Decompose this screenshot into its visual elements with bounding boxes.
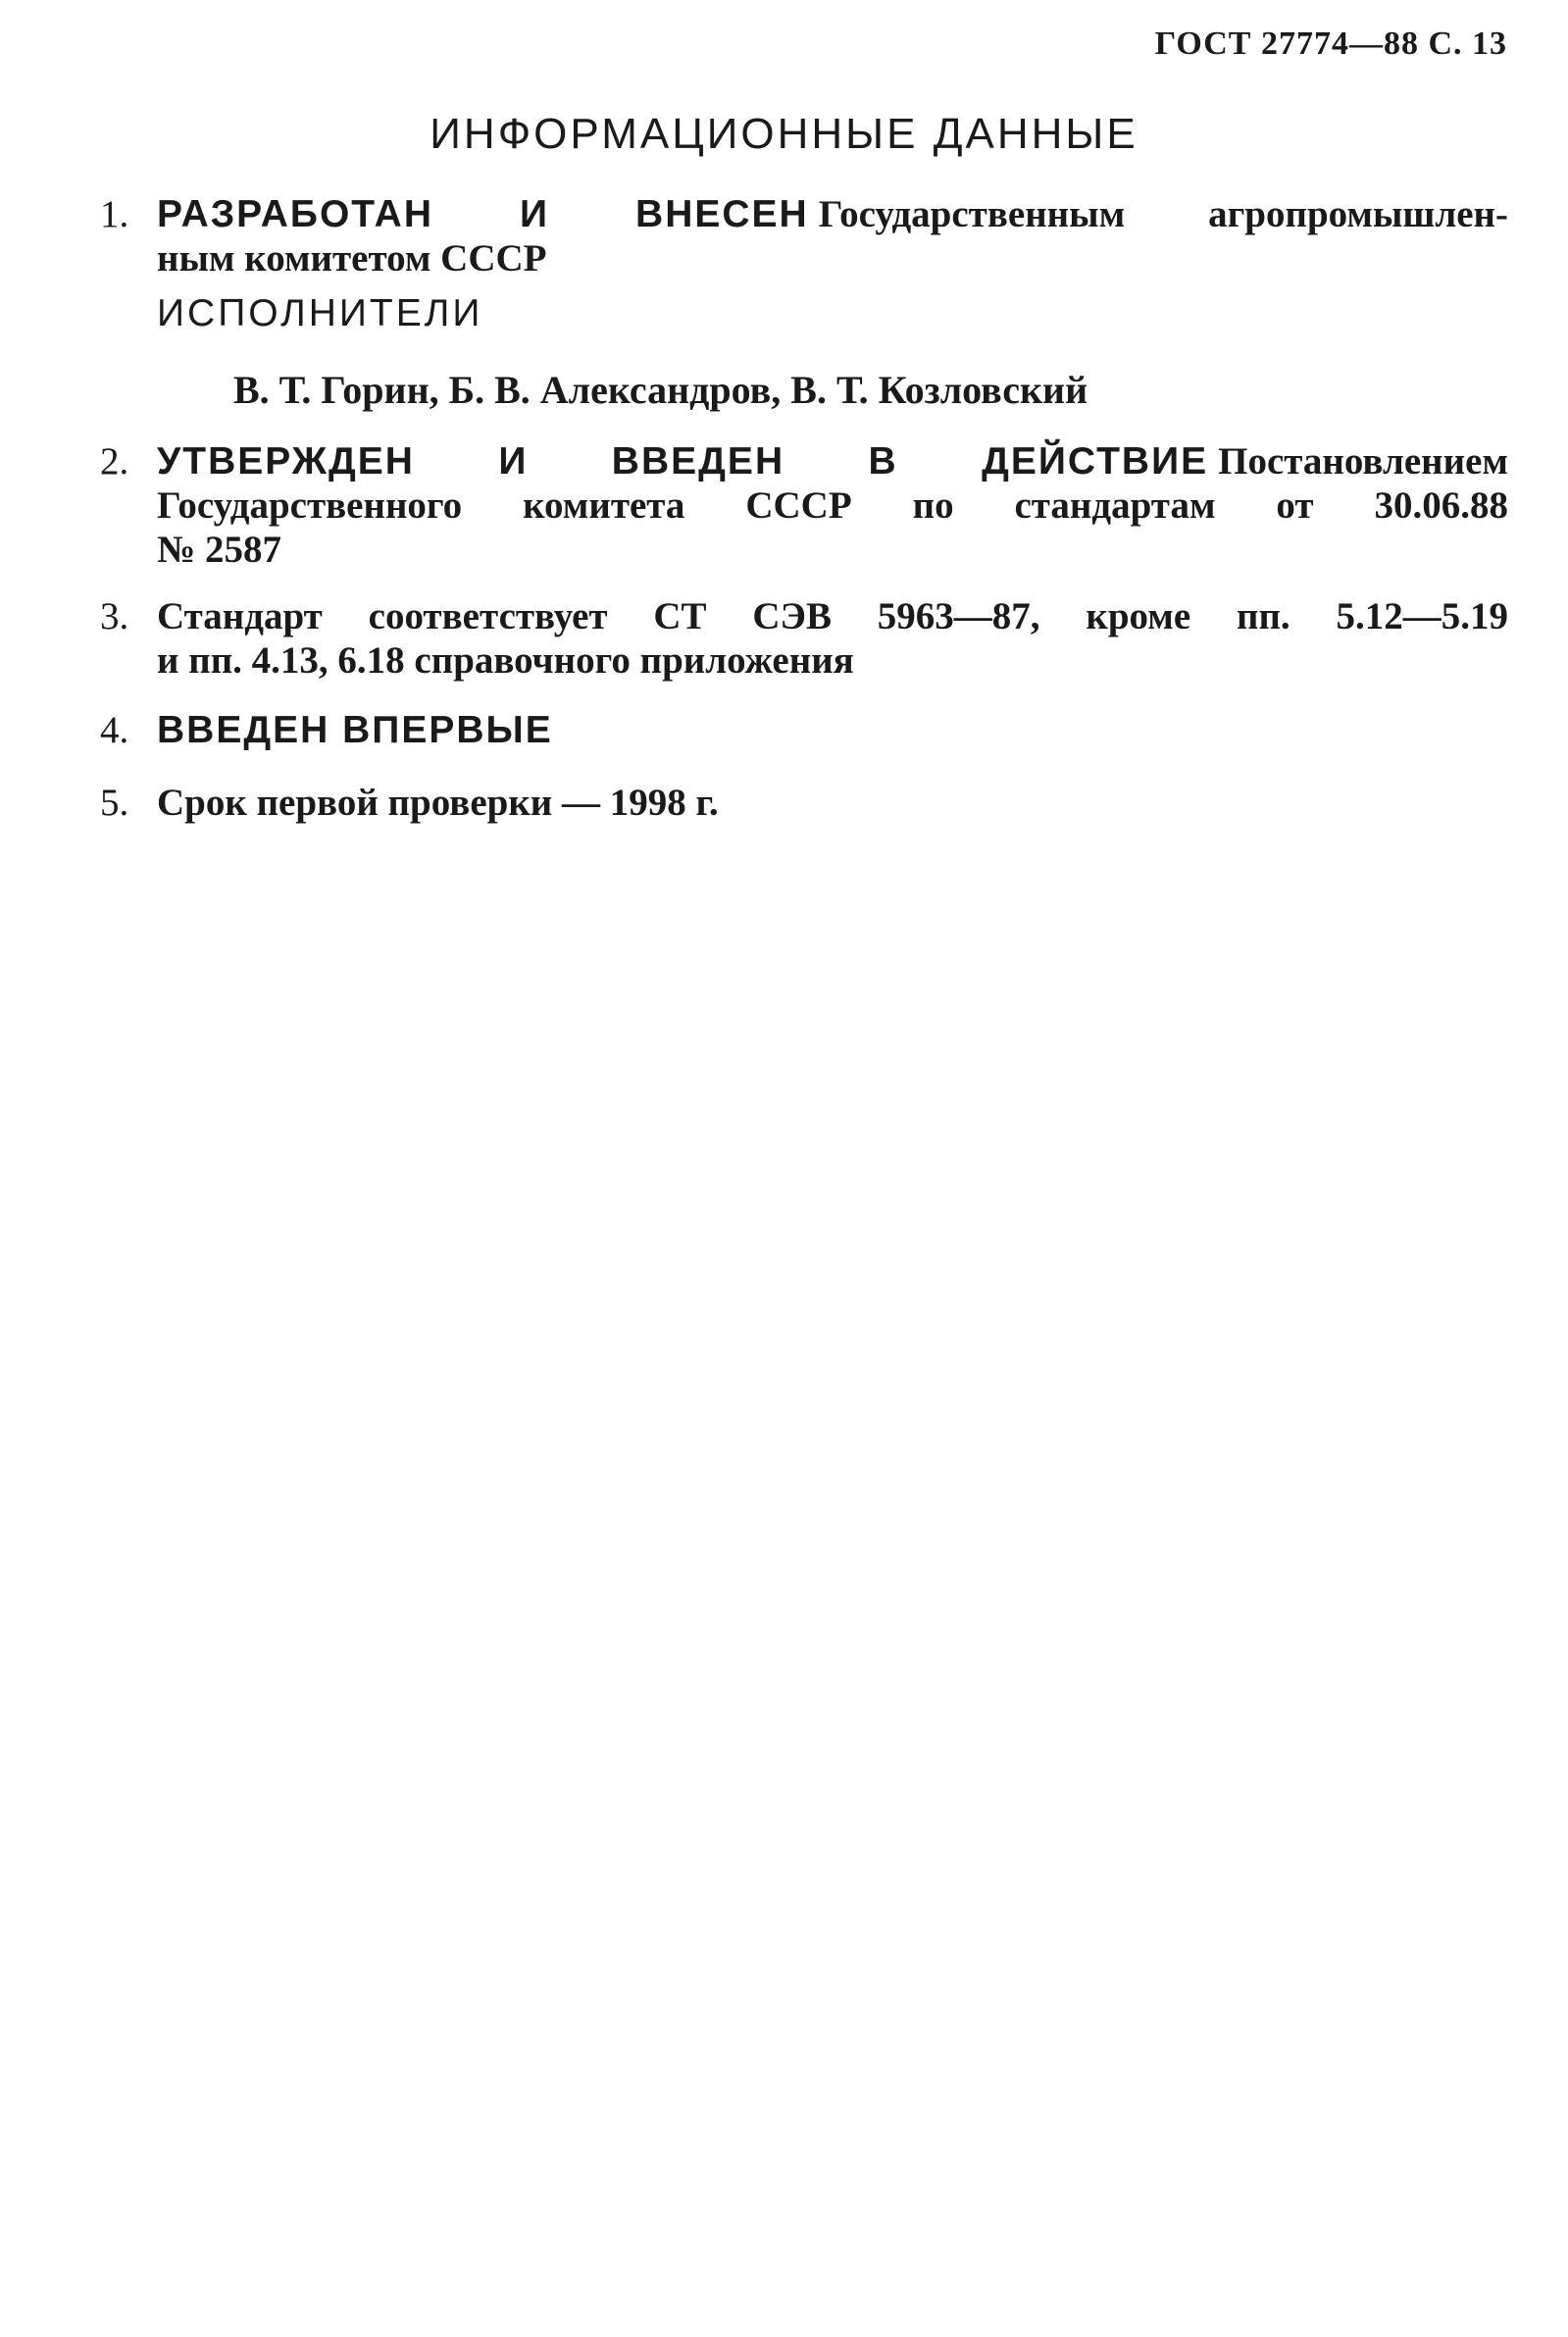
executors-heading: ИСПОЛНИТЕЛИ	[157, 292, 483, 334]
item-line: № 2587	[157, 529, 281, 571]
info-item-conformity	[100, 594, 1508, 683]
item-lead: ВВЕДЕН ВПЕРВЫЕ	[157, 709, 553, 751]
item-line: Государственного комитета СССР по стандартам от 30.06.88	[157, 484, 1508, 527]
page-title: ИНФОРМАЦИОННЫЕ ДАННЫЕ	[430, 110, 1138, 158]
executors-names: В. Т. Горин, Б. В. Александров, В. Т. Козловский	[233, 368, 1088, 412]
item-line	[157, 439, 1508, 483]
info-item-review-date	[100, 781, 1508, 825]
item-number: 3.	[100, 595, 129, 637]
item-number: 1.	[100, 193, 129, 235]
running-head: ГОСТ 27774—88 С. 13	[1154, 25, 1507, 62]
item-number: 4.	[100, 709, 129, 751]
item-lead: УТВЕРЖДЕН И ВВЕДЕН В ДЕЙСТВИЕ	[157, 440, 1209, 483]
item-line: ным комитетом СССР	[157, 237, 547, 279]
item-number: 2.	[100, 440, 129, 483]
item-line: и пп. 4.13, 6.18 справочного приложения	[157, 639, 854, 682]
item-text: Постановлением	[1218, 440, 1508, 483]
item-number: 5.	[100, 782, 129, 824]
item-line: Срок первой проверки — 1998 г.	[157, 782, 719, 824]
info-item-developed	[100, 192, 1508, 280]
info-item-first-introduced	[100, 708, 1508, 752]
info-item-approved	[100, 439, 1508, 572]
item-line: Стандарт соответствует СТ СЭВ 5963—87, кроме пп. 5.12—5.19	[157, 595, 1508, 637]
item-lead: РАЗРАБОТАН И ВНЕСЕН	[157, 193, 809, 235]
item-line	[157, 192, 1508, 236]
item-text: Государственным агропромышлен-	[818, 193, 1508, 235]
